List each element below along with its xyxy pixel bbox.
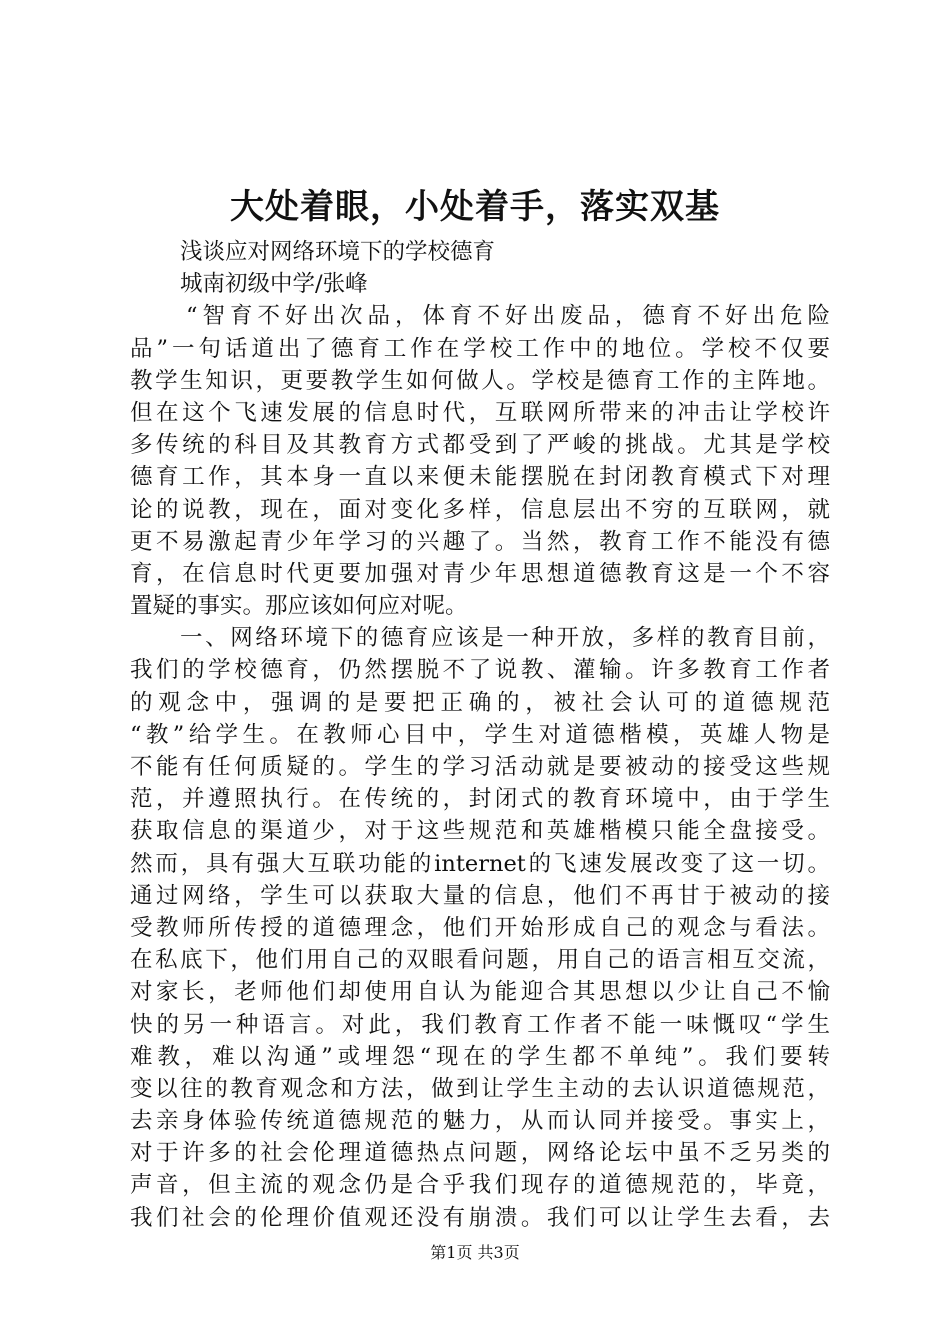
paragraph-line: 对家长，老师他们却使用自认为能迎合其思想以少让自己不愉 xyxy=(130,979,830,1006)
document-body xyxy=(130,236,830,1234)
paragraph-line: 不能有任何质疑的。学生的学习活动就是要被动的接受这些规 xyxy=(130,754,830,780)
paragraph-line: 范，并遵照执行。在传统的，封闭式的教育环境中，由于学生 xyxy=(130,786,830,813)
paragraph-line: 育，在信息时代更要加强对青少年思想道德教育这是一个不容 xyxy=(130,560,830,587)
document-author: 城南初级中学/张峰 xyxy=(180,271,368,298)
paragraph-line: 多传统的科目及其教育方式都受到了严峻的挑战。尤其是学校 xyxy=(130,432,830,459)
paragraph-line: “教”给学生。在教师心目中，学生对道德楷模，英雄人物是 xyxy=(130,721,830,748)
paragraph-line: 教学生知识，更要教学生如何做人。学校是德育工作的主阵地。 xyxy=(130,367,830,394)
paragraph-line: 置疑的事实。那应该如何应对呢。 xyxy=(130,593,468,620)
paragraph-line: 然而，具有强大互联功能的internet的飞速发展改变了这一切。 xyxy=(130,850,830,877)
paragraph-line: 我们的学校德育，仍然摆脱不了说教、灌输。许多教育工作者 xyxy=(130,657,830,684)
paragraph-line: 去亲身体验传统道德规范的魅力，从而认同并接受。事实上， xyxy=(130,1108,830,1135)
paragraph-line: 我们社会的伦理价值观还没有崩溃。我们可以让学生去看，去 xyxy=(130,1204,830,1231)
paragraph-line: 变以往的教育观念和方法，做到让学生主动的去认识道德规范， xyxy=(130,1075,830,1102)
document-subtitle: 浅谈应对网络环境下的学校德育 xyxy=(180,239,496,265)
paragraph-2 xyxy=(130,622,830,1234)
paragraph-line: 对于许多的社会伦理道德热点问题，网络论坛中虽不乏另类的 xyxy=(130,1140,830,1167)
paragraph-line: 但在这个飞速发展的信息时代，互联网所带来的冲击让学校许 xyxy=(130,399,830,426)
paragraph-line: 品”一句话道出了德育工作在学校工作中的地位。学校不仅要 xyxy=(130,335,830,362)
paragraph-line: 受教师所传授的道德理念，他们开始形成自己的观念与看法。 xyxy=(130,914,830,941)
paragraph-line: 一、网络环境下的德育应该是一种开放，多样的教育目前， xyxy=(180,625,830,652)
page-footer: 第1页 共3页 xyxy=(430,1243,520,1262)
paragraph-line: 在私底下，他们用自己的双眼看问题，用自己的语言相互交流， xyxy=(130,947,830,974)
paragraph-line: 难教，难以沟通”或埋怨“现在的学生都不单纯”。我们要转 xyxy=(130,1043,830,1070)
paragraph-line: 更不易激起青少年学习的兴趣了。当然，教育工作不能没有德 xyxy=(130,528,830,555)
paragraph-line: 德育工作，其本身一直以来便未能摆脱在封闭教育模式下对理 xyxy=(130,464,830,491)
paragraph-1 xyxy=(130,300,830,622)
paragraph-line: 声音，但主流的观念仍是合乎我们现存的道德规范的，毕竟， xyxy=(130,1172,830,1199)
document-title: 大处着眼，小处着手，落实双基 xyxy=(230,187,720,227)
paragraph-line: 快的另一种语言。对此，我们教育工作者不能一味慨叹“学生 xyxy=(130,1011,830,1038)
paragraph-line: 论的说教，现在，面对变化多样，信息层出不穷的互联网，就 xyxy=(130,496,830,523)
paragraph-line: 获取信息的渠道少，对于这些规范和英雄楷模只能全盘接受。 xyxy=(130,818,830,845)
paragraph-line: 通过网络，学生可以获取大量的信息，他们不再甘于被动的接 xyxy=(130,882,830,909)
paragraph-line: “智育不好出次品，体育不好出废品，德育不好出危险 xyxy=(186,303,830,330)
paragraph-line: 的观念中，强调的是要把正确的，被社会认可的道德规范 xyxy=(130,689,830,716)
